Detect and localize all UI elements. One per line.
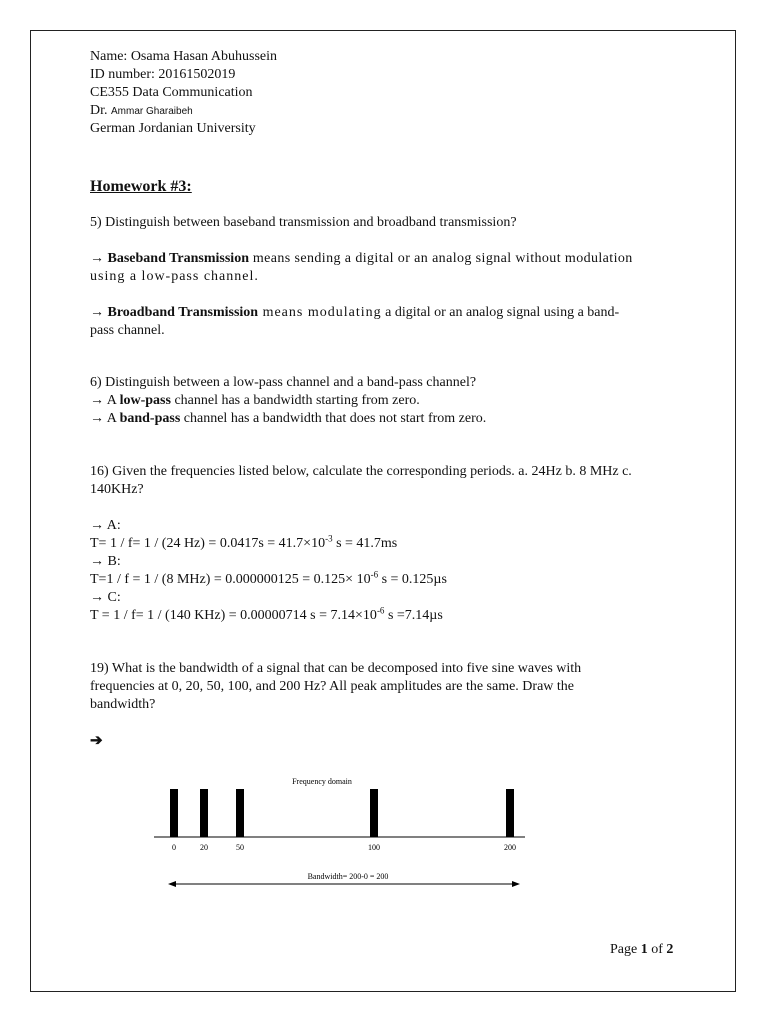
q16-question-line1: 16) Given the frequencies listed below, calculate the corresponding periods. a. 24Hz b. 8 MHz c.: [90, 464, 632, 479]
right-arrow-icon: →: [90, 251, 104, 266]
q19-question-line1: 19) What is the bandwidth of a signal that can be decomposed into five sine waves with: [90, 661, 582, 676]
q16-b-eq-post: s = 0.125µs: [378, 572, 447, 587]
tick-label-200: 200: [504, 843, 516, 852]
frequency-bar-0: [170, 789, 178, 837]
frequency-domain-figure: [150, 770, 530, 900]
q5-a2-mod: means modulating: [258, 305, 382, 320]
q16-c-label-text: C:: [104, 590, 121, 605]
q6-a2-pre: A: [104, 411, 120, 426]
right-arrow-icon: →: [90, 518, 104, 533]
frequency-bar-100: [370, 789, 378, 837]
course-name: CE355 Data Communication: [90, 85, 253, 100]
page-footer: [610, 942, 673, 958]
q6-a1-term: low-pass: [119, 393, 171, 408]
q6-a2-text: channel has a bandwidth that does not start from zero.: [180, 411, 487, 426]
right-arrow-icon: →: [90, 305, 104, 320]
q6-a1-text: channel has a bandwidth starting from zero.: [170, 393, 420, 408]
q16-b-label: [90, 553, 121, 571]
q16-question-line2: 140KHz?: [90, 482, 144, 497]
q5-a2-continued: pass channel.: [90, 323, 165, 338]
tick-label-0: 0: [172, 843, 176, 852]
q5-a1-term: Baseband Transmission: [107, 251, 249, 266]
chart-title: Frequency domain: [292, 777, 352, 786]
q16-b-eq-pre: T=1 / f = 1 / (8 MHz) = 0.000000125 = 0.125× 10: [90, 572, 371, 587]
q19-answer-arrow-icon: ➔: [90, 733, 103, 749]
frequency-bar-50: [236, 789, 244, 837]
q16-c-eq-exp: -6: [376, 605, 385, 616]
q6-question: 6) Distinguish between a low-pass channel and a band-pass channel?: [90, 375, 477, 390]
frequency-bar-20: [200, 789, 208, 837]
q5-a1-text: means sending a digital or an analog signal without modulation: [248, 251, 633, 266]
homework-title: Homework #3:: [90, 178, 192, 195]
q6-a2-term: band-pass: [119, 411, 181, 426]
q16-a-equation: [90, 535, 397, 553]
q16-c-eq-post: s =7.14µs: [384, 608, 443, 623]
q16-a-eq-post: s = 41.7ms: [332, 536, 398, 551]
university-name: German Jordanian University: [90, 121, 256, 136]
q16-b-equation: [90, 571, 447, 589]
q16-c-label: [90, 589, 121, 607]
page-label: Page: [610, 942, 641, 957]
q5-answer-2: [90, 304, 619, 322]
tick-label-50: 50: [236, 843, 244, 852]
dr-prefix: Dr.: [90, 103, 111, 118]
q16-b-label-text: B:: [104, 554, 121, 569]
q5-a1-continued: using a low-pass channel.: [90, 269, 259, 284]
instructor-line: [90, 102, 193, 121]
student-id: ID number: 20161502019: [90, 67, 236, 82]
frequency-bar-200: [506, 789, 514, 837]
instructor-name: Ammar Gharaibeh: [111, 106, 193, 117]
q6-a1-pre: A: [104, 393, 120, 408]
of-label: of: [647, 942, 667, 957]
student-name: Name: Osama Hasan Abuhussein: [90, 49, 278, 64]
q16-a-eq-pre: T= 1 / f= 1 / (24 Hz) = 0.0417s = 41.7×10: [90, 536, 326, 551]
q16-a-eq-exp: -3: [325, 533, 333, 544]
frequency-domain-chart: [150, 770, 530, 900]
arrow-left-icon: [168, 881, 176, 887]
q5-answer-1: [90, 250, 633, 268]
right-arrow-icon: →: [90, 411, 104, 426]
arrow-right-icon: [512, 881, 520, 887]
tick-label-20: 20: [200, 843, 208, 852]
q19-question-line3: bandwidth?: [90, 697, 156, 712]
right-arrow-icon: →: [90, 393, 104, 408]
q16-b-eq-exp: -6: [370, 569, 379, 580]
q16-a-label: [90, 517, 121, 535]
q6-answer-2: [90, 410, 486, 428]
q16-c-eq-pre: T = 1 / f= 1 / (140 KHz) = 0.00000714 s = 7.14×10: [90, 608, 377, 623]
q19-question-line2: frequencies at 0, 20, 50, 100, and 200 Hz? All peak amplitudes are the same. Draw the: [90, 679, 575, 694]
q16-c-equation: [90, 607, 443, 625]
page-number: 1: [640, 942, 648, 957]
q5-a2-term: Broadband Transmission: [107, 305, 259, 320]
tick-label-100: 100: [368, 843, 380, 852]
q5-question: 5) Distinguish between baseband transmission and broadband transmission?: [90, 215, 517, 230]
page-total: 2: [666, 942, 674, 957]
q16-a-label-text: A:: [104, 518, 121, 533]
bandwidth-annotation: Bandwidth= 200-0 = 200: [307, 872, 389, 881]
q6-answer-1: [90, 392, 420, 410]
q5-a2-text: a digital or an analog signal using a band-: [381, 305, 620, 320]
right-arrow-icon: →: [90, 554, 104, 569]
right-arrow-icon: →: [90, 590, 104, 605]
